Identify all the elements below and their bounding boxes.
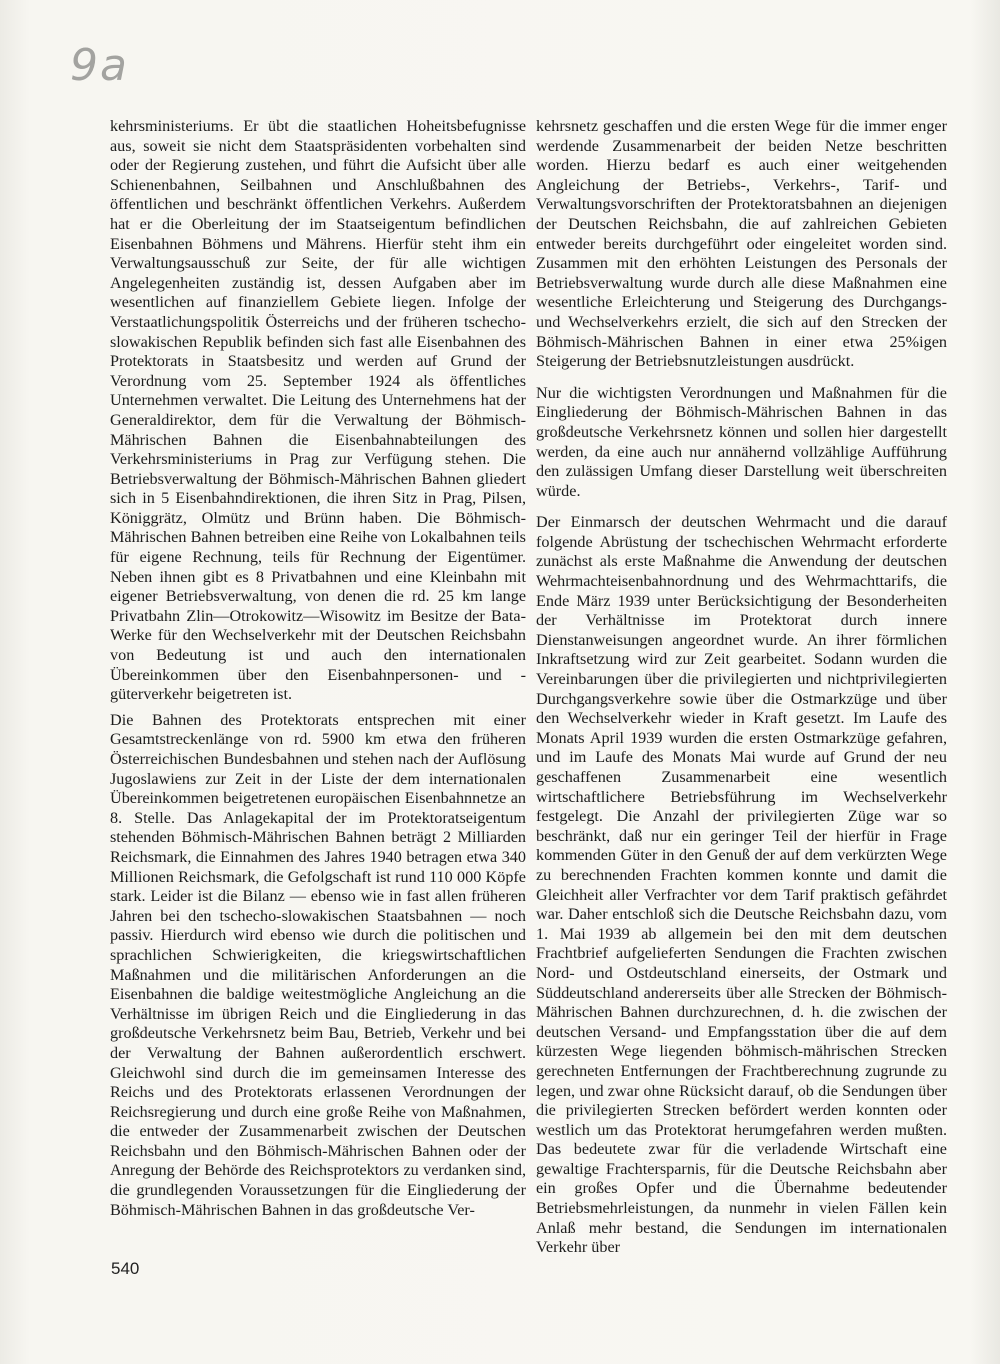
paragraph: kehrsministeriums. Er übt die staatlichen Hoheitsbefugnisse aus, soweit sie nicht dem Staatspräsidenten vorbehalten sind oder der Regierung zustehen, und führt die Aufsicht über alle Schienenbahnen, Seilbahnen und Anschlußbahnen des öffentlichen und beschränkt öffentlichen Verkehrs. Außerdem hat er die Oberleitung der im Staatseigentum befindlichen Eisenbahnen Böhmens und Mährens. Hierfür steht ihm ein Verwaltungsausschuß zur Seite, der für alle wichtigen Angelegenheiten zuständig ist, dessen Aufgaben aber im wesentlichen auf finanziellem Gebiete liegen. Infolge der Verstaatlichungspolitik Österreichs und der früheren tschecho-slowakischen Republik befinden sich fast alle Eisenbahnen des Protektorats in Staatsbesitz und werden auf Grund der Verordnung vom 25. September 1924 als öffentliches Unternehmen verwaltet. Die Leitung des Unternehmens hat der Generaldirektor, dem für die Verwaltung der Böhmisch-Mährischen Bahnen die Eisenbahnabteilungen des Verkehrsministeriums in Prag zur Verfügung stehen. Die Betriebsverwaltung der Böhmisch-Mährischen Bahnen gliedert sich in 5 Eisenbahndirektionen, die ihren Sitz in Prag, Pilsen, Königgrätz, Olmütz und Brünn haben. Die Böhmisch-Mährischen Bahnen betreiben eine Reihe von Lokalbahnen teils für eigene Rechnung, teils für Rechnung der Eigentümer. Neben ihnen gibt es 8 Privatbahnen und eine Kleinbahn mit eigener Betriebsverwaltung, von denen die rd. 25 km lange Privatbahn Zlin—Otrokowitz—Wisowitz im Besitze der Bata-Werke für den Wechselverkehr mit der Deutschen Reichsbahn von Bedeutung ist und auch den internationalen Übereinkommen über den Eisenbahnpersonen- und -güterverkehr beigetreten ist. [110, 117, 526, 704]
paragraph: Der Einmarsch der deutschen Wehrmacht und die darauf folgende Abrüstung der tschechischen Wehrmacht erforderte zunächst als erste Maßnahme die Anwendung der deutschen Wehrmachteisenbahnordnung und des Wehrmachttarifs, die Ende März 1939 unter Berücksichtigung der Besonderheiten der Verhältnisse im Protektorat durch innere Dienstanweisungen angeordnet wurde. An ihrer förmlichen Inkraftsetzung wird zur Zeit gearbeitet. Sodann wurden die Vereinbarungen über die privilegierten und nichtprivilegierten Durchgangsverkehre sowie über die Ostmarkzüge und über den Wechselverkehr wieder in Kraft gesetzt. Im Laufe des Monats April 1939 wurden die ersten Ostmarkzüge gefahren, und im Laufe des Monats Mai wurde auf Grund der neu geschaffenen Zusammenarbeit eine wesentlich wirtschaftlichere Betriebsführung im Wechselverkehr festgelegt. Die Anzahl der privilegierten Züge war so beschränkt, daß nur ein geringer Teil der hierfür in Frage kommenden Güter in den Genuß der auf dem verkürzten Wege zu berechnenden Frachten kommen konnte und damit die Gleichheit aller Verfrachter vor dem Tarif praktisch gefährdet war. Daher entschloß sich die Deutsche Reichsbahn dazu, vom 1. Mai 1939 ab allgemein bei den mit dem deutschen Frachtbrief aufgelieferten Sendungen die Frachten zwischen Nord- und Ostdeutschland einerseits, der Ostmark und Süddeutschland andererseits über alle Strecken der Böhmisch-Mährischen Bahnen durchzurechnen, d. h. die zwischen der deutschen Versand- und Empfangsstation über die auf dem kürzesten Wege liegenden böhmisch-mährischen Strecken gerechneten Entfernungen der Frachtberechnung zugrunde zu legen, und zwar ohne Rücksicht darauf, ob die Sendungen über die privilegierten Strecken befördert werden konnten oder westlich um das Protektorat herumgefahren werden mußten. Das bedeutete zwar für die verladende Wirtschaft eine gewaltige Frachtersparnis, für die Deutsche Reichsbahn aber ein großes Opfer und die Übernahme bedeutender Betriebsmehrleistungen, da nunmehr in vielen Fällen kein Anlaß mehr bestand, die Sendungen im internationalen Verkehr über [536, 513, 947, 1257]
paragraph: kehrsnetz geschaffen und die ersten Wege für die immer enger werdende Zusammenarbeit der beiden Netze beschritten worden. Hierzu bedarf es auch einer weitgehenden Angleichung der Betriebs-, Verkehrs-, Tarif- und Verwaltungsvorschriften der Protektoratsbahnen an diejenigen der Deutschen Reichsbahn, die auf zahlreichen Gebieten entweder bereits durchgeführt oder eingeleitet worden sind. Zusammen mit den erhöhten Leistungen des Personals der Betriebsverwaltung wurde durch alle diese Maßnahmen eine wesentliche Erleichterung und Steigerung des Durchgangs- und Wechselverkehrs erzielt, die sich auf den Strecken der Böhmisch-Mährischen Bahnen in einer etwa 25%igen Steigerung der Betriebsnutzleistungen ausdrückt. [536, 117, 947, 371]
text-column-right [536, 117, 947, 1258]
text-column-left [110, 117, 526, 1220]
paragraph: Nur die wichtigsten Verordnungen und Maßnahmen für die Eingliederung der Böhmisch-Mährischen Bahnen in das großdeutsche Verkehrsnetz können und sollen hier dargestellt werden, da eine auch nur annähernd vollzählige Aufführung den zulässigen Umfang dieser Darstellung weit überschreiten würde. [536, 383, 947, 500]
page-number: 540 [111, 1259, 140, 1278]
paragraph: Die Bahnen des Protektorats entsprechen mit einer Gesamtstreckenlänge von rd. 5900 km etwa den früheren Österreichischen Bundesbahnen und stehen nach der Auflösung Jugoslawiens zur Zeit in der Liste der dem internationalen Übereinkommen beigetretenen europäischen Eisenbahnnetze an 8. Stelle. Das Anlagekapital der im Protektoratseigentum stehenden Böhmisch-Mährischen Bahnen beträgt 2 Milliarden Reichsmark, die Einnahmen des Jahres 1940 betragen etwa 340 Millionen Reichsmark, die Gefolgschaft ist rund 110 000 Köpfe stark. Leider ist die Bilanz — ebenso wie in fast allen früheren Jahren bei den tschecho-slowakischen Staatsbahnen — noch passiv. Hierdurch wird ebenso wie durch die politischen und sprachlichen Schwierigkeiten, die kriegswirtschaftlichen Maßnahmen und die militärischen Anforderungen an die Eisenbahnen die baldige weitestmögliche Angleichung an die Verhältnisse im übrigen Reich und die Eingliederung in das großdeutsche Verkehrsnetz beim Bau, Betrieb, Verkehr und bei der Verwaltung der Bahnen außerordentlich erschwert. Gleichwohl sind durch die im gemeinsamen Interesse des Reichs und des Protektorats erlassenen Verordnungen der Reichsregierung und durch eine große Reihe von Maßnahmen, die entweder der Zusammenarbeit zwischen der Deutschen Reichsbahn und den Böhmisch-Mährischen Bahnen oder der Anregung der Behörde des Reichsprotektors zu verdanken sind, die grundlegenden Voraussetzungen für die Eingliederung der Böhmisch-Mährischen Bahnen in das großdeutsche Ver- [110, 710, 526, 1219]
handwritten-page-mark: 9a [70, 40, 129, 91]
